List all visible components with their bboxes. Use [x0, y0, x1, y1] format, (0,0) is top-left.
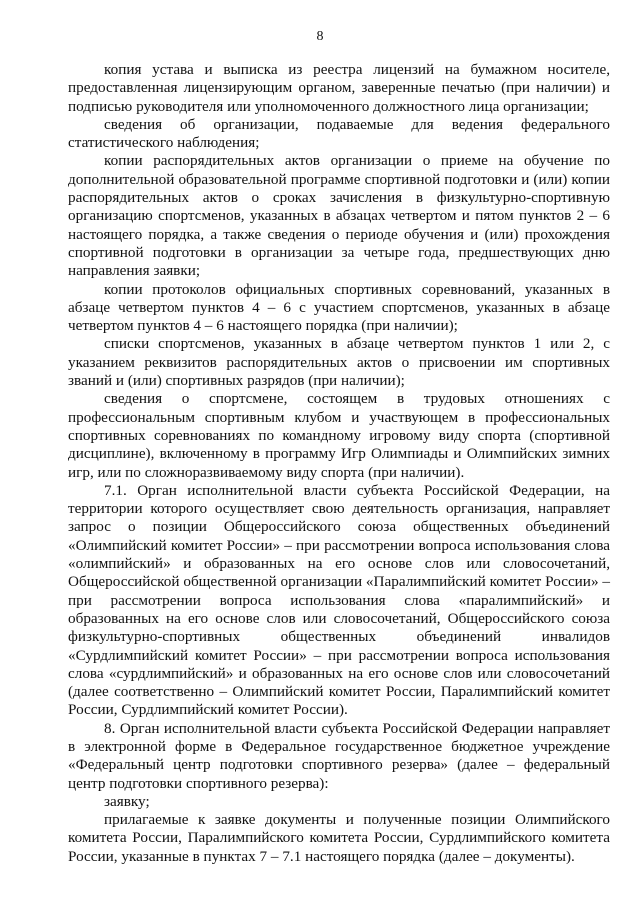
paragraph-attached-documents: прилагаемые к заявке документы и полученные позиции Олимпийского комитета России, Паралимпийского комитета России, Сурдлимпийского комитета России, указанные в пунктах 7 – 7.1 настоящего порядка (далее – документы). [68, 811, 610, 865]
paragraph-charter-copy: копия устава и выписка из реестра лицензий на бумажном носителе, предоставленная лицензирующим органом, заверенные печатью (при наличии) и подписью руководителя или уполномоченного должностного лица организации; [68, 61, 610, 115]
paragraph-admission-acts: копии распорядительных актов организации о приеме на обучение по дополнительной образовательной программе спортивной подготовки и (или) копии распорядительных актов о сроках зачисления в физкультурно-спортивную организацию спортсменов, указанных в абзацах четвертом и пятом пунктов 2 – 6 настоящего порядка, а также сведения о периоде обучения и (или) прохождения спортивной подготовки в организации за четыре года, предшествующих дню направления заявки; [68, 152, 610, 280]
paragraph-statistical-info: сведения об организации, подаваемые для ведения федерального статистического наблюдения; [68, 115, 610, 152]
paragraph-athlete-lists: списки спортсменов, указанных в абзаце четвертом пунктов 1 или 2, с указанием реквизитов распорядительных актов о присвоении им спортивных званий и (или) спортивных разрядов (при наличии); [68, 335, 610, 390]
page-number: 8 [316, 29, 324, 44]
paragraph-competition-protocols: копии протоколов официальных спортивных соревнований, указанных в абзаце четвертом пунктов 4 – 6 с участием спортсменов, указанных в абзаце четвертом пунктов 4 – 6 настоящего порядка (при наличии); [68, 280, 610, 335]
paragraph-professional-athlete: сведения о спортсмене, состоящем в трудовых отношениях с профессиональным спортивным клубом и участвующем в профессиональных спортивных соревнованиях по командному игровому виду спорта (спортивной дисциплине), включенному в программу Игр Олимпиады и Олимпийских зимних игр, или по сложноразвиваемому виду спорта (при наличии). [68, 390, 610, 481]
paragraph-clause-8: 8. Орган исполнительной власти субъекта Российской Федерации направляет в электронной форме в Федеральное государственное бюджетное учреждение «Федеральный центр подготовки спортивного резерва» (далее – федеральный центр подготовки спортивного резерва): [68, 719, 610, 792]
document-body [68, 61, 610, 866]
paragraph-application: заявку; [104, 792, 150, 810]
paragraph-clause-7-1: 7.1. Орган исполнительной власти субъекта Российской Федерации, на территории которого осуществляет свою деятельность организация, направляет запрос о позиции Общероссийского союза общественных объединений «Олимпийский комитет России» – при рассмотрении вопроса использования слова «олимпийский» и образованных на его основе слов или словосочетаний, Общероссийской общественной организации «Паралимпийский комитет России» – при рассмотрении вопроса использования слова «паралимпийский» и образованных на его основе слов или словосочетаний, Общероссийского союза физкультурно-спортивных общественных объединений инвалидов «Сурдлимпийский комитет России» – при рассмотрении вопроса использования слова «сурдлимпийский» и образованных на его основе слов или словосочетаний (далее соответственно – Олимпийский комитет России, Паралимпийский комитет России, Сурдлимпийский комитет России). [68, 481, 610, 719]
